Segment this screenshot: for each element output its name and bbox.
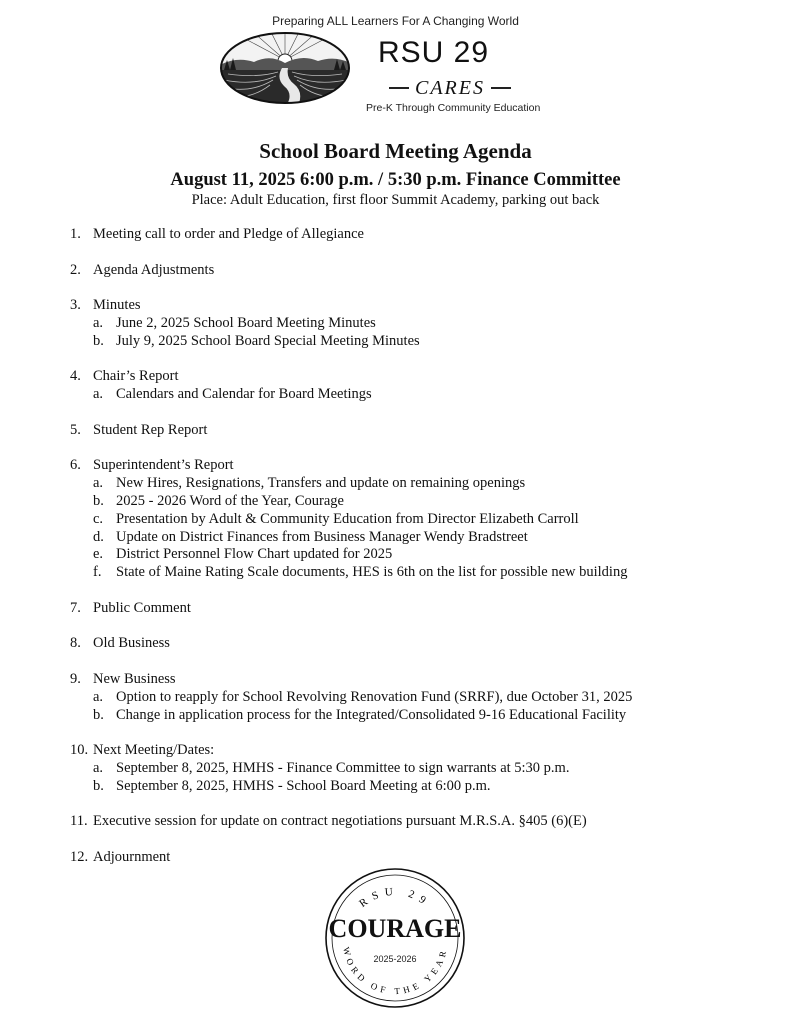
agenda-subitem-letter: a. [93, 688, 104, 705]
agenda-item [70, 813, 770, 831]
agenda-item-number: 6. [70, 457, 81, 474]
agenda-item [70, 226, 770, 244]
agenda-subitem [70, 564, 770, 582]
agenda-item-number: 7. [70, 599, 81, 616]
meeting-date-line: August 11, 2025 6:00 p.m. / 5:30 p.m. Finance Committee [170, 170, 621, 190]
agenda-subitem-text: September 8, 2025, HMHS - Finance Committee to sign warrants at 5:30 p.m. [116, 759, 570, 776]
agenda-subitem-letter: a. [93, 475, 104, 492]
document-title: School Board Meeting Agenda [259, 139, 532, 163]
agenda-item-number: 9. [70, 670, 81, 687]
agenda-item [70, 849, 770, 867]
agenda-subitem-text: State of Maine Rating Scale documents, HES is 6th on the list for possible new building [116, 564, 628, 581]
seal-top-text: RSU 29 [357, 885, 433, 911]
agenda-item-line [70, 600, 770, 618]
agenda-item-title: Adjournment [93, 848, 171, 865]
agenda-subitem [70, 689, 770, 707]
agenda-subitem-letter: a. [93, 386, 104, 403]
agenda-item-line [70, 742, 770, 760]
agenda-item-title: Public Comment [93, 599, 191, 616]
agenda-item-title: Meeting call to order and Pledge of Allegiance [93, 226, 364, 242]
header-tagline: Preparing ALL Learners For A Changing World [272, 14, 519, 28]
agenda-item-title: New Business [93, 670, 176, 687]
agenda-subitem-text: June 2, 2025 School Board Meeting Minutes [116, 314, 376, 331]
agenda-item [70, 422, 770, 440]
seal-word: COURAGE [328, 914, 462, 943]
agenda-item [70, 297, 770, 350]
agenda-item [70, 368, 770, 404]
agenda-item-line [70, 849, 770, 867]
agenda-item-line [70, 422, 770, 440]
agenda-subitem-letter: a. [93, 759, 104, 776]
agenda-item-number: 2. [70, 261, 81, 278]
agenda-item-line [70, 226, 770, 244]
agenda-item-number: 4. [70, 368, 81, 385]
agenda-subitem-text: District Personnel Flow Chart updated for 2025 [116, 546, 393, 563]
agenda-item [70, 742, 770, 795]
agenda-item-line [70, 368, 770, 386]
agenda-subitem-text: Calendars and Calendar for Board Meetings [116, 386, 372, 403]
agenda-subitem-text: September 8, 2025, HMHS - School Board Meeting at 6:00 p.m. [116, 777, 491, 794]
agenda-item-number: 12. [70, 848, 89, 865]
agenda-item [70, 457, 770, 582]
agenda-item-title: Executive session for update on contract negotiations pursuant M.R.S.A. §405 (6)(E) [93, 813, 587, 830]
brand-cares [380, 76, 520, 100]
agenda-subitem [70, 707, 770, 725]
agenda-item-title: Minutes [93, 297, 141, 314]
agenda-subitem-letter: b. [93, 492, 104, 509]
agenda-subitem [70, 475, 770, 493]
agenda-subitem [70, 511, 770, 529]
agenda-item-title: Student Rep Report [93, 421, 208, 438]
agenda-subitem [70, 315, 770, 333]
meeting-place: Place: Adult Education, first floor Summit Academy, parking out back [191, 192, 600, 208]
agenda-subitem [70, 546, 770, 564]
agenda-item-number: 1. [70, 226, 81, 242]
cares-word: CARES [415, 76, 485, 99]
agenda-item-title: Agenda Adjustments [93, 261, 215, 278]
agenda-subitem-text: Update on District Finances from Business Manager Wendy Bradstreet [116, 528, 528, 545]
agenda-item-number: 11. [70, 813, 88, 830]
agenda-subitem-letter: f. [93, 564, 102, 581]
agenda-item-number: 8. [70, 635, 81, 652]
agenda-subitem-text: 2025 - 2026 Word of the Year, Courage [116, 492, 344, 509]
agenda-item-number: 3. [70, 297, 81, 314]
cares-left-dash [389, 87, 409, 88]
agenda-item-line [70, 671, 770, 689]
agenda-item-title: Superintendent’s Report [93, 457, 234, 474]
agenda-item-title: Chair’s Report [93, 368, 179, 385]
agenda-subitem-letter: b. [93, 706, 104, 723]
agenda-subitem-text: Option to reapply for School Revolving Renovation Fund (SRRF), due October 31, 2025 [116, 688, 633, 705]
agenda-item-line [70, 297, 770, 315]
agenda-item [70, 600, 770, 618]
agenda-list [70, 226, 770, 884]
agenda-item [70, 671, 770, 724]
agenda-subitem [70, 529, 770, 547]
agenda-subitem-text: July 9, 2025 School Board Special Meeting Minutes [116, 332, 420, 349]
agenda-item-line [70, 262, 770, 280]
agenda-item-title: Next Meeting/Dates: [93, 742, 215, 759]
agenda-subitem [70, 333, 770, 351]
agenda-subitem-letter: c. [93, 510, 104, 527]
district-logo [218, 30, 352, 106]
seal-bottom-text: WORD OF THE YEAR [341, 946, 449, 997]
agenda-subitem [70, 760, 770, 778]
agenda-subitem-letter: b. [93, 332, 104, 349]
agenda-subitem-letter: d. [93, 528, 104, 545]
agenda-subitem [70, 386, 770, 404]
agenda-item-title: Old Business [93, 635, 170, 652]
cares-right-dash [491, 87, 511, 88]
courage-seal [323, 866, 467, 1010]
agenda-subitem [70, 778, 770, 796]
agenda-subitem-text: Presentation by Adult & Community Education from Director Elizabeth Carroll [116, 510, 579, 527]
agenda-subitem [70, 493, 770, 511]
agenda-subitem-letter: e. [93, 546, 104, 563]
brand-subtitle: Pre-K Through Community Education [366, 102, 541, 114]
agenda-item-number: 5. [70, 421, 81, 438]
agenda-item [70, 635, 770, 653]
agenda-subitem-text: New Hires, Resignations, Transfers and update on remaining openings [116, 475, 526, 492]
seal-years: 2025-2026 [373, 954, 417, 964]
brand-title: RSU 29 [378, 36, 490, 69]
agenda-subitem-letter: b. [93, 777, 104, 794]
agenda-subitem-text: Change in application process for the Integrated/Consolidated 9-16 Educational Facility [116, 706, 627, 723]
agenda-item-line [70, 635, 770, 653]
agenda-item-number: 10. [70, 742, 89, 759]
agenda-subitem-letter: a. [93, 314, 104, 331]
agenda-item-line [70, 813, 770, 831]
agenda-item-line [70, 457, 770, 475]
agenda-item [70, 262, 770, 280]
